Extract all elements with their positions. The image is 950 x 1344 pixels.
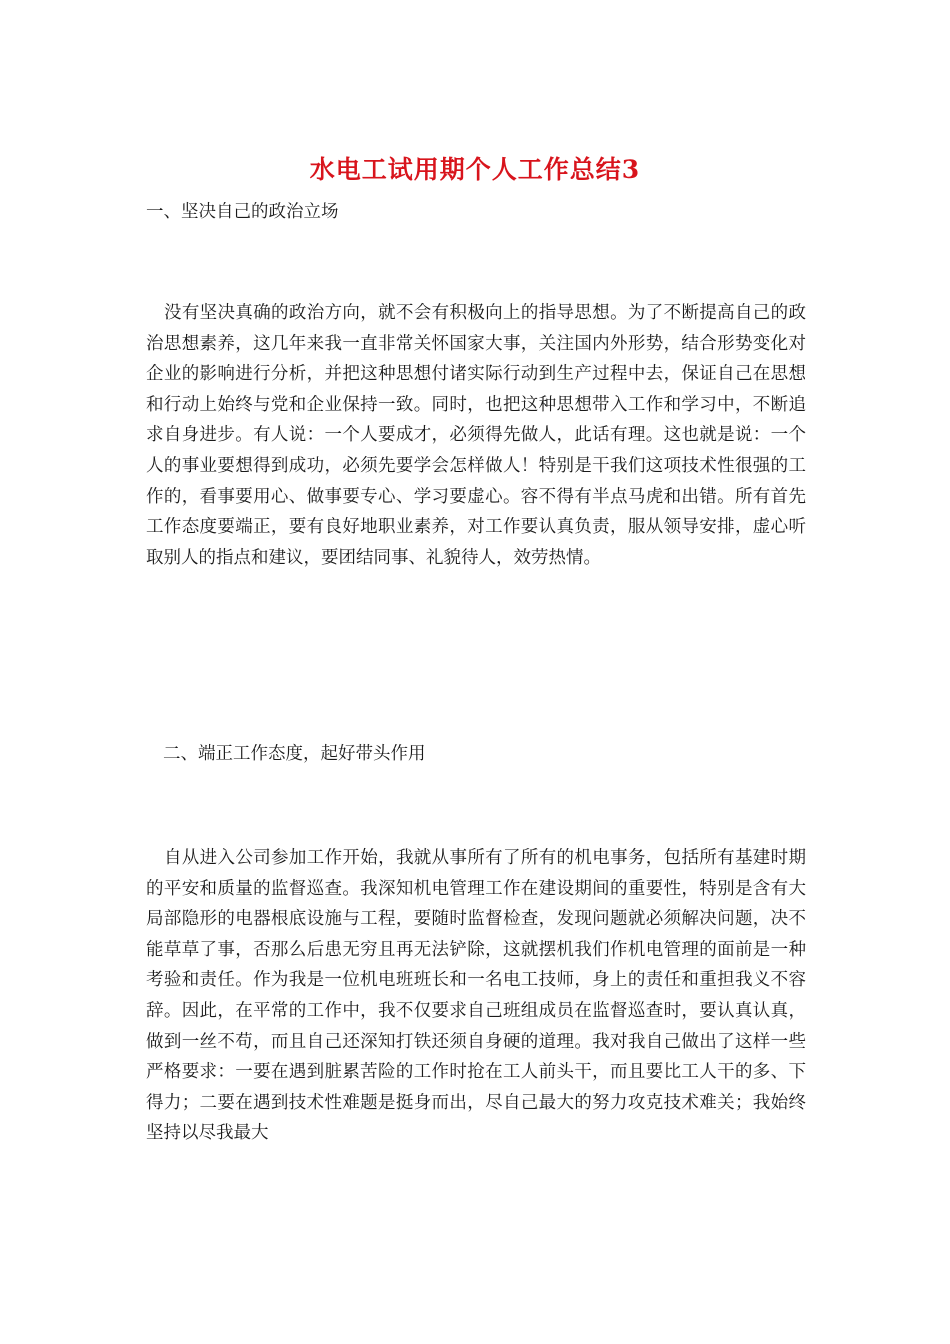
- section-heading-2: 二、端正工作态度，起好带头作用: [163, 744, 426, 764]
- document-title: 水电工试用期个人工作总结3: [309, 155, 641, 184]
- section-paragraph-1: 没有坚决真确的政治方向，就不会有积极向上的指导思想。为了不断提高自己的政治思想素养，这几年来我一直非常关怀国家大事，关注国内外形势，结合形势变化对企业的影响进行分析，并把这种思想付诸实际行动到生产过程中去，保证自己在思想和行动上始终与党和企业保持一致。同时，也把这种思想带入工作和学习中，不断追求自身进步。有人说：一个人要成才，必须得先做人，此话有理。这也就是说：一个人的事业要想得到成功，必须先要学会怎样做人！特别是干我们这项技术性很强的工作的，看事要用心、做事要专心、学习要虚心。容不得有半点马虎和出错。所有首先工作态度要端正，要有良好地职业素养，对工作要认真负责，服从领导安排，虚心听取别人的指点和建议，要团结同事、礼貌待人，效劳热情。: [146, 303, 806, 568]
- section-paragraph-2: 自从进入公司参加工作开始，我就从事所有了所有的机电事务，包括所有基建时期的平安和质量的监督巡查。我深知机电管理工作在建设期间的重要性，特别是含有大局部隐形的电器根底设施与工程，要随时监督检查，发现问题就必须解决问题，决不能草草了事，否那么后患无穷且再无法铲除，这就摆机我们作机电管理的面前是一种考验和责任。作为我是一位机电班班长和一名电工技师，身上的责任和重担我义不容辞。因此，在平常的工作中，我不仅要求自己班组成员在监督巡查时，要认真认真，做到一丝不苟，而且自己还深知打铁还须自身硬的道理。我对我自己做出了这样一些严格要求：一要在遇到脏累苦险的工作时抢在工人前头干，而且要比工人干的多、下得力；二要在遇到技术性难题是挺身而出，尽自己最大的努力攻克技术难关；我始终坚持以尽我最大: [146, 848, 806, 1144]
- section-heading-1: 一、坚决自己的政治立场: [146, 202, 339, 222]
